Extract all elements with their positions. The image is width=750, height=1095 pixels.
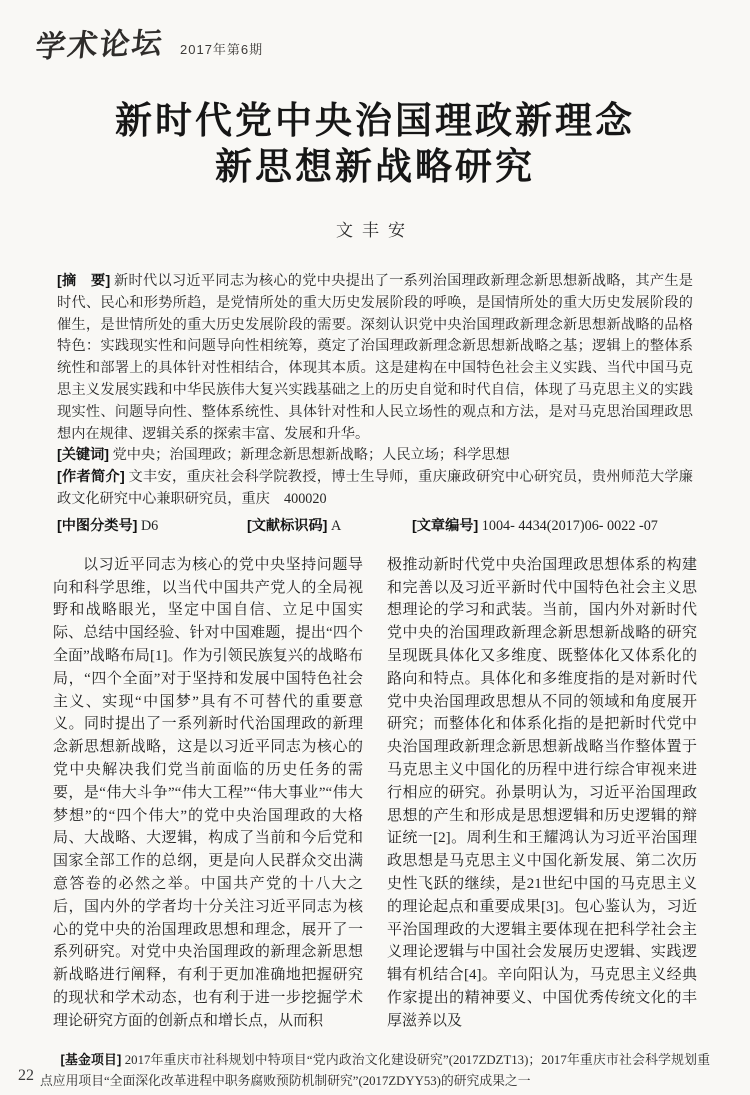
- funding-footnote: [40, 1049, 710, 1092]
- page-header: [33, 20, 264, 66]
- clc-cell: [57, 515, 247, 537]
- funding-label: [基金项目]: [60, 1051, 122, 1067]
- journal-issue: 2017年第6期: [180, 42, 264, 57]
- clc-label: [中图分类号]: [57, 517, 138, 534]
- keywords-paragraph: [57, 445, 693, 467]
- keywords-text: 党中央；治国理政；新理念新思想新战略；人民立场；科学思想: [112, 447, 510, 464]
- article-id-label: [文章编号]: [412, 517, 479, 534]
- abstract-paragraph: [57, 271, 693, 445]
- body-column-left: [53, 554, 363, 1033]
- article-title-line1: 新时代党中央治国理政新理念: [115, 100, 635, 141]
- body-columns: [53, 554, 697, 1033]
- doc-code-value: A: [330, 517, 342, 534]
- funding-text: 2017年重庆市社科规划中特项目“党内政治文化建设研究”(2017ZDZT13)；2017年重庆市社会科学规划重点应用项目“全面深化改革进程中职务腐败预防机制研究”(2017ZDYY53)的研究成果之一: [40, 1052, 711, 1088]
- article-meta: [57, 271, 693, 511]
- author-bio-label: [作者简介]: [57, 469, 125, 486]
- doc-code-label: [文献标识码]: [247, 517, 328, 534]
- author-bio-text: 文丰安，重庆社会科学院教授，博士生导师，重庆廉政研究中心研究员，贵州师范大学廉政文化研究中心兼职研究员，重庆 400020: [57, 469, 693, 507]
- keywords-label: [关键词]: [57, 447, 110, 464]
- classification-row: [57, 515, 693, 537]
- article-author: 文丰安: [336, 221, 414, 240]
- author-bio-paragraph: [57, 467, 693, 511]
- clc-value: D6: [140, 517, 159, 534]
- article-id-value: 1004- 4434(2017)06- 0022 -07: [481, 517, 658, 534]
- journal-logo: 学术论坛: [33, 25, 166, 66]
- article-title-line2: 新思想新战略研究: [215, 146, 535, 187]
- abstract-text: 新时代以习近平同志为核心的党中央提出了一系列治国理政新理念新思想新战略，其产生是时代、民心和形势所趋，是党情所处的重大历史发展阶段的呼唤，是国情所处的重大历史发展阶段的催生，是世情所处的重大历史发展阶段的需要。深刻认识党中央治国理政新理念新思想新战略的品格特色：实践现实性和问题导向性相统筹，奠定了治国理政新理念新思想新战略之基；逻辑上的整体系统性和部署上的具体针对性相结合，体现其本质。这是建构在中国特色社会主义实践、当代中国马克思主义发展实践和中华民族伟大复兴实践基础之上的历史自觉和时代自信，体现了马克思主义的实践现实性、问题导向性、整体系统性、具体针对性和人民立场性的观点和方法，是对马克思治国理政思想内在规律、逻辑关系的探索丰富、发展和升华。: [57, 273, 693, 442]
- page-number: 22: [18, 1067, 34, 1084]
- body-text-left: 以习近平同志为核心的党中央坚持问题导向和科学思维，以当代中国共产党人的全局视野和战略眼光，坚定中国自信、立足中国实际、总结中国经验、针对中国难题，提出“四个全面”战略布局[1]。作为引领民族复兴的战略布局，“四个全面”对于坚持和发展中国特色社会主义、实现“中国梦”具有不可替代的重要意义。同时提出了一系列新时代治国理政的新理念新思想新战略，这是以习近平同志为核心的党中央解决我们党当前面临的历史任务的需要，是“伟大斗争”“伟大工程”“伟大事业”“伟大梦想”的“四个伟大”的党中央治国理政的大格局、大战略、大逻辑，构成了当前和今后党和国家全部工作的总纲，更是向人民群众交出满意答卷的必然之举。中国共产党的十八大之后，国内外的学者均十分关注习近平同志为核心的党中央的治国理政思想和理念，展开了一系列研究。对党中央治国理政的新理念新思想新战略进行阐释，有利于更加准确地把握研究的现状和学术动态，也有利于进一步挖掘学术理论研究方面的创新点和增长点，从而积: [53, 556, 363, 1029]
- doc-code-cell: [247, 515, 412, 537]
- body-column-right: [387, 554, 697, 1033]
- article-id-cell: [412, 515, 693, 537]
- body-text-right: 极推动新时代党中央治国理政思想体系的构建和完善以及习近平新时代中国特色社会主义思想理论的学习和武装。当前，国内外对新时代党中央的治国理政新理念新思想新战略的研究呈现既具体化又多维度、既整体化又体系化的路向和特点。具体化和多维度指的是对新时代党中央治国理政思想从不同的领域和角度展开研究；而整体化和体系化指的是把新时代党中央治国理政新理念新思想新战略当作整体置于马克思主义中国化的历程中进行综合审视来进行相应的研究。孙景明认为，习近平治国理政思想的产生和形成是思想逻辑和历史逻辑的辩证统一[2]。周利生和王耀鸿认为习近平治国理政思想是马克思主义中国化新发展、第二次历史性飞跃的继续，是21世纪中国的马克思主义的理论起点和重要成果[3]。包心鉴认为，习近平治国理政的大逻辑主要体现在把科学社会主义理论逻辑与中国社会发展历史逻辑、实践逻辑有机结合[4]。辛向阳认为，马克思主义经典作家提出的精神要义、中国优秀传统文化的丰厚滋养以及: [387, 556, 697, 1029]
- abstract-label: [摘 要]: [57, 273, 111, 289]
